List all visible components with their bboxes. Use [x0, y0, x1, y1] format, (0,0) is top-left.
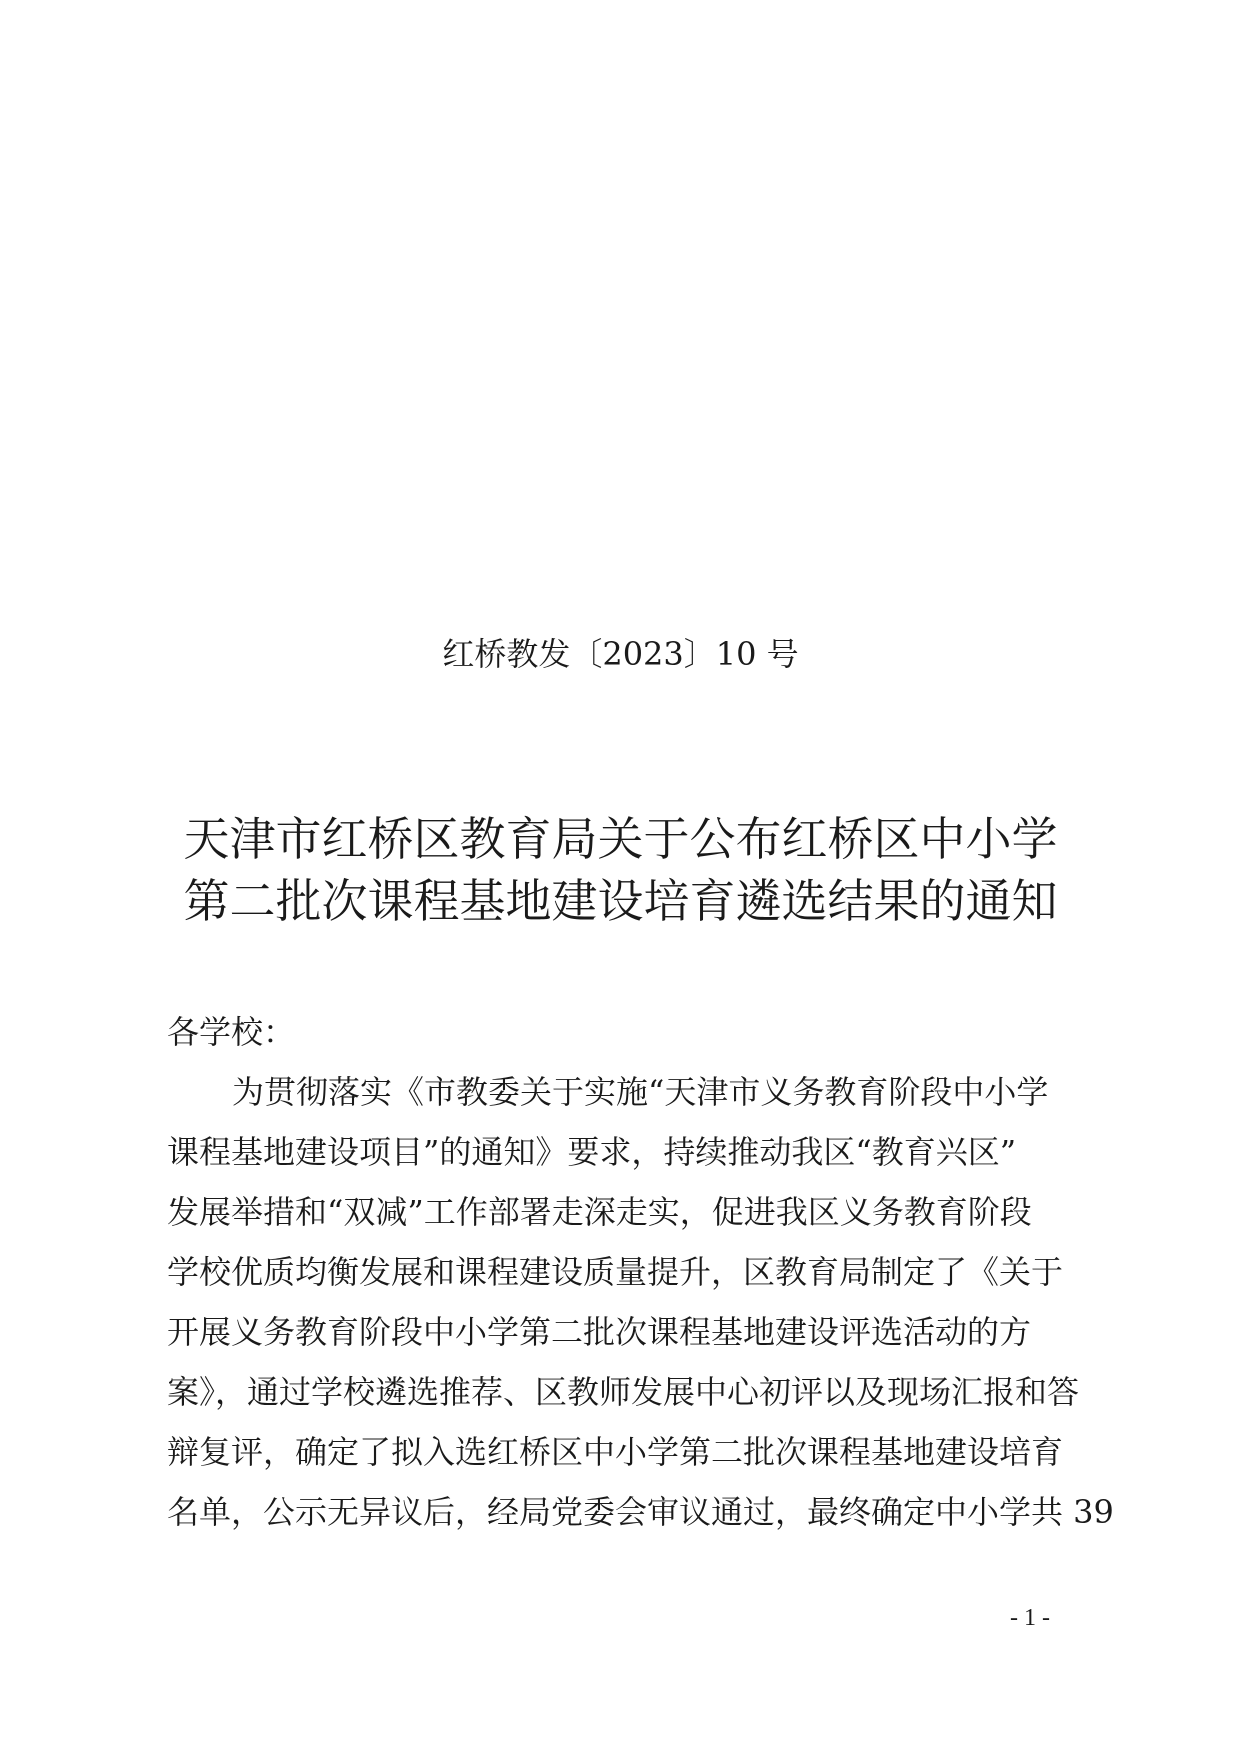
- page-number: - 1 -: [1010, 1605, 1050, 1631]
- title-line-1: 天津市红桥区教育局关于公布红桥区中小学: [183, 812, 1058, 866]
- body-line-5: 开展义务教育阶段中小学第二批次课程基地建设评选活动的方: [167, 1313, 1032, 1351]
- body-line-2: 课程基地建设项目”的通知》要求，持续推动我区“教育兴区”: [167, 1133, 1017, 1171]
- document-title: [0, 808, 1241, 932]
- body-line-3: 发展举措和“双减”工作部署走深走实，促进我区义务教育阶段: [167, 1193, 1032, 1231]
- title-line-2: 第二批次课程基地建设培育遴选结果的通知: [183, 874, 1058, 928]
- salutation: 各学校：: [167, 1013, 296, 1051]
- body-line-4: 学校优质均衡发展和课程建设质量提升，区教育局制定了《关于: [167, 1253, 1064, 1291]
- body-line-7: 辩复评，确定了拟入选红桥区中小学第二批次课程基地建设培育: [167, 1433, 1064, 1471]
- document-number: 红桥教发〔2023〕10 号: [442, 635, 799, 673]
- body-line-8: 名单，公示无异议后，经局党委会审议通过，最终确定中小学共 39: [167, 1493, 1114, 1531]
- body-line-1: 为贯彻落实《市教委关于实施“天津市义务教育阶段中小学: [232, 1073, 1049, 1111]
- body-line-6: 案》，通过学校遴选推荐、区教师发展中心初评以及现场汇报和答: [167, 1373, 1080, 1411]
